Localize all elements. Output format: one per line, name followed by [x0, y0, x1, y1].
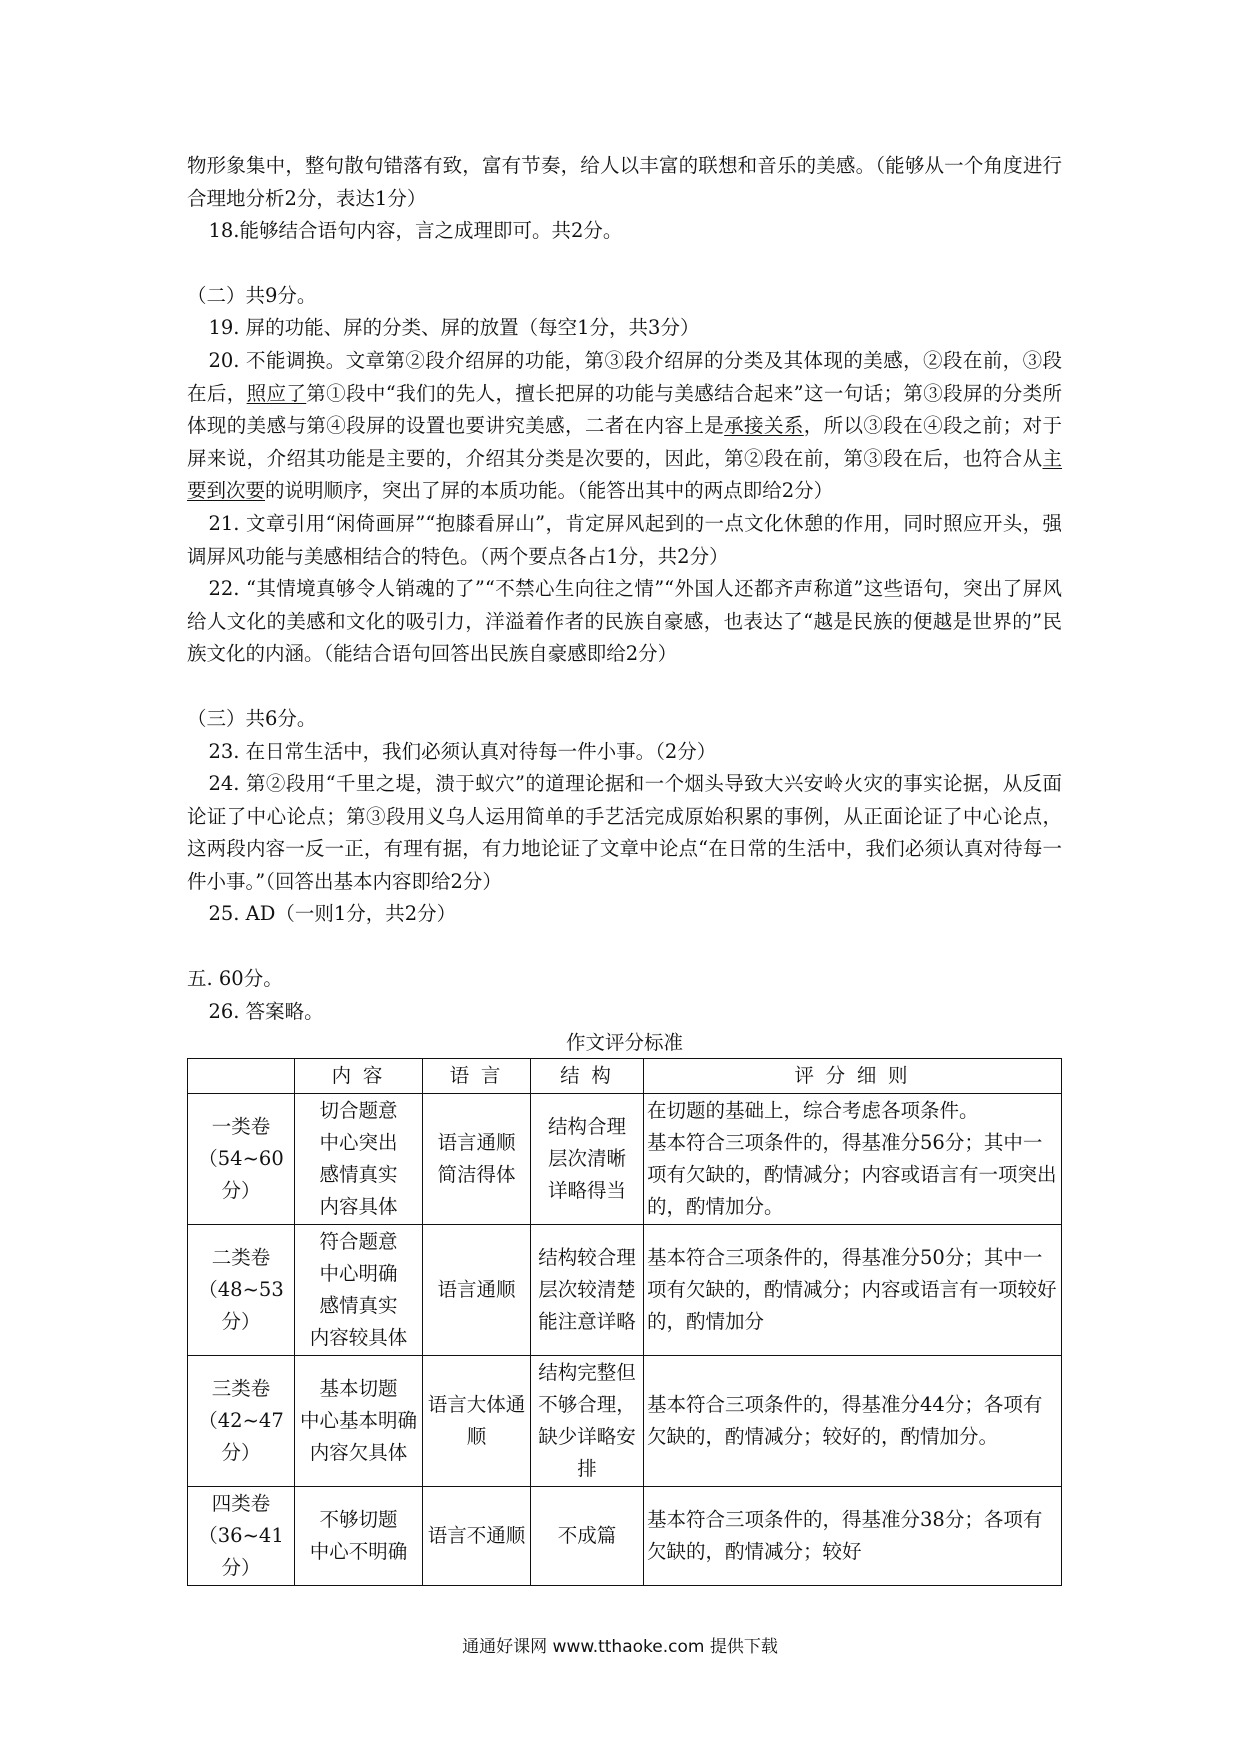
content-cell-line: 感情真实: [319, 1294, 398, 1318]
grade-range: （48~53分）: [198, 1278, 284, 1334]
language-cell: [423, 1225, 531, 1356]
answer-26: 26. 答案略。: [208, 999, 324, 1023]
header-cell: 语言: [423, 1059, 531, 1094]
language-cell-line: 语言大体通顺: [427, 1393, 526, 1449]
content-cell-line: 中心明确: [319, 1262, 398, 1286]
answer-25: 25. AD（一则1分，共2分）: [208, 902, 457, 926]
answer-17-continued: 物形象集中，整句散句错落有致，富有节奏，给人以丰富的联想和音乐的美感。（能够从一个角度进行合理地分析2分，表达1分）: [187, 154, 1062, 210]
criteria-cell-line: 基本符合三项条件的，得基准分56分；其中一项有欠缺的，酌情减分；内容或语言有一项突出的，酌情加分。: [647, 1131, 1057, 1219]
content-cell-line: 感情真实: [319, 1163, 398, 1187]
structure-cell: [531, 1094, 644, 1225]
criteria-cell: [644, 1487, 1062, 1586]
language-cell-line: 语言通顺: [437, 1278, 516, 1302]
structure-cell-line: 结构合理: [547, 1115, 626, 1139]
structure-cell-line: 详略得当: [547, 1179, 626, 1203]
answer-21: 21. 文章引用“闲倚画屏”“抱膝看屏山”，肯定屏风起到的一点文化休憩的作用，同时照应开头，强调屏风功能与美感相结合的特色。（两个要点各占1分，共2分）: [187, 511, 1062, 568]
grade-label: 二类卷: [211, 1246, 271, 1270]
section-3-heading: （三）共6分。: [187, 706, 317, 730]
criteria-cell: [644, 1094, 1062, 1225]
structure-cell: [531, 1356, 644, 1487]
structure-cell-line: 层次清晰: [547, 1147, 626, 1171]
grade-cell: [188, 1094, 295, 1225]
structure-cell-line: 结构较合理: [538, 1246, 636, 1270]
header-cell: 评分细则: [644, 1059, 1062, 1094]
grade-label: 一类卷: [211, 1115, 271, 1139]
section-5-heading: 五. 60分。: [187, 967, 283, 991]
language-cell-line: 简洁得体: [437, 1163, 516, 1187]
grade-range: （42~47分）: [198, 1409, 284, 1465]
criteria-cell-line: 基本符合三项条件的，得基准分38分；各项有欠缺的，酌情减分；较好: [647, 1508, 1043, 1564]
language-cell-line: 语言不通顺: [427, 1524, 526, 1548]
header-cell: [188, 1059, 295, 1094]
language-cell: [423, 1356, 531, 1487]
table-row: [188, 1225, 1062, 1356]
content-cell-line: 内容较具体: [309, 1326, 408, 1350]
answer-23: 23. 在日常生活中，我们必须认真对待每一件小事。（2分）: [208, 739, 717, 763]
content-cell-line: 中心基本明确: [299, 1409, 417, 1433]
grade-range: （36~41分）: [198, 1524, 284, 1580]
footer-text: 通通好课网 www.tthaoke.com 提供下载: [462, 1637, 778, 1657]
structure-cell: [531, 1225, 644, 1356]
structure-cell-line: 层次较清楚: [538, 1278, 636, 1302]
language-cell: [423, 1487, 531, 1586]
answer-24: 24. 第②段用“千里之堤，溃于蚁穴”的道理论据和一个烟头导致大兴安岭火灾的事实论据，从反面论证了中心论点；第③段用义乌人运用简单的手艺活完成原始积累的事例，从正面论证了中心论点，这两段内容一反一正，有理有据，有力地论证了文章中论点“在日常的生活中，我们必须认真对待每一件小事。”（回答出基本内容即给2分）: [187, 772, 1062, 893]
content-cell-line: 中心不明确: [309, 1540, 408, 1564]
answer-22: 22. “其情境真够令人销魂的了”“不禁心生向往之情”“外国人还都齐声称道”这些语句，突出了屏风给人文化的美感和文化的吸引力，洋溢着作者的民族自豪感，也表达了“越是民族的便越是世界的”民族文化的内涵。（能结合语句回答出民族自豪感即给2分）: [187, 577, 1062, 666]
table-header-row: [188, 1059, 1062, 1094]
content-cell: [295, 1356, 423, 1487]
language-cell: [423, 1094, 531, 1225]
table-title: 作文评分标准: [565, 1031, 683, 1055]
criteria-cell-line: 基本符合三项条件的，得基准分44分；各项有欠缺的，酌情减分；较好的，酌情加分。: [647, 1393, 1043, 1449]
answer-18: 18.能够结合语句内容，言之成理即可。共2分。: [208, 219, 623, 243]
content-cell-line: 中心突出: [319, 1131, 398, 1155]
grade-label: 四类卷: [211, 1492, 271, 1516]
content-cell-line: 内容具体: [319, 1195, 398, 1219]
content-cell: [295, 1225, 423, 1356]
content-cell: [295, 1487, 423, 1586]
criteria-cell: [644, 1356, 1062, 1487]
grading-table: [187, 1058, 1062, 1586]
grade-cell: [188, 1487, 295, 1586]
table-row: [188, 1487, 1062, 1586]
header-cell: 内容: [295, 1059, 423, 1094]
structure-cell-line: 能注意详略: [538, 1310, 636, 1334]
grade-range: （54~60分）: [198, 1147, 284, 1203]
content-cell-line: 不够切题: [319, 1508, 398, 1532]
answer-19: 19. 屏的功能、屏的分类、屏的放置（每空1分，共3分）: [208, 316, 700, 340]
grade-label: 三类卷: [211, 1377, 271, 1401]
section-2-heading: （二）共9分。: [187, 283, 317, 307]
structure-cell-line: 结构完整但不够合理，缺少详略安排: [538, 1361, 636, 1481]
answer-document: [187, 150, 1062, 1586]
table-row: [188, 1356, 1062, 1487]
grade-cell: [188, 1225, 295, 1356]
grade-cell: [188, 1356, 295, 1487]
content-cell: [295, 1094, 423, 1225]
content-cell-line: 切合题意: [319, 1099, 398, 1123]
content-cell-line: 基本切题: [319, 1377, 398, 1401]
criteria-cell-line: 基本符合三项条件的，得基准分50分；其中一项有欠缺的，酌情减分；内容或语言有一项较好的，酌情加分: [647, 1246, 1057, 1334]
content-cell-line: 内容欠具体: [309, 1441, 408, 1465]
structure-cell: [531, 1487, 644, 1586]
criteria-cell-line: 在切题的基础上，综合考虑各项条件。: [647, 1099, 979, 1123]
structure-cell-line: 不成篇: [557, 1524, 617, 1548]
answer-20: 20. 不能调换。文章第②段介绍屏的功能，第③段介绍屏的分类及其体现的美感，②段在前，③段在后，照应了第①段中“我们的先人，擅长把屏的功能与美感结合起来”这一句话；第③段屏的分类所体现的美感与第④段屏的设置也要讲究美感，二者在内容上是承接关系，所以③段在④段之前；对于屏来说，介绍其功能是主要的，介绍其分类是次要的，因此，第②段在前，第③段在后，也符合从主要到次要的说明顺序，突出了屏的本质功能。（能答出其中的两点即给2分）: [187, 348, 1062, 503]
header-cell: 结构: [531, 1059, 644, 1094]
language-cell-line: 语言通顺: [437, 1131, 516, 1155]
content-cell-line: 符合题意: [319, 1230, 398, 1254]
criteria-cell: [644, 1225, 1062, 1356]
table-row: [188, 1094, 1062, 1225]
